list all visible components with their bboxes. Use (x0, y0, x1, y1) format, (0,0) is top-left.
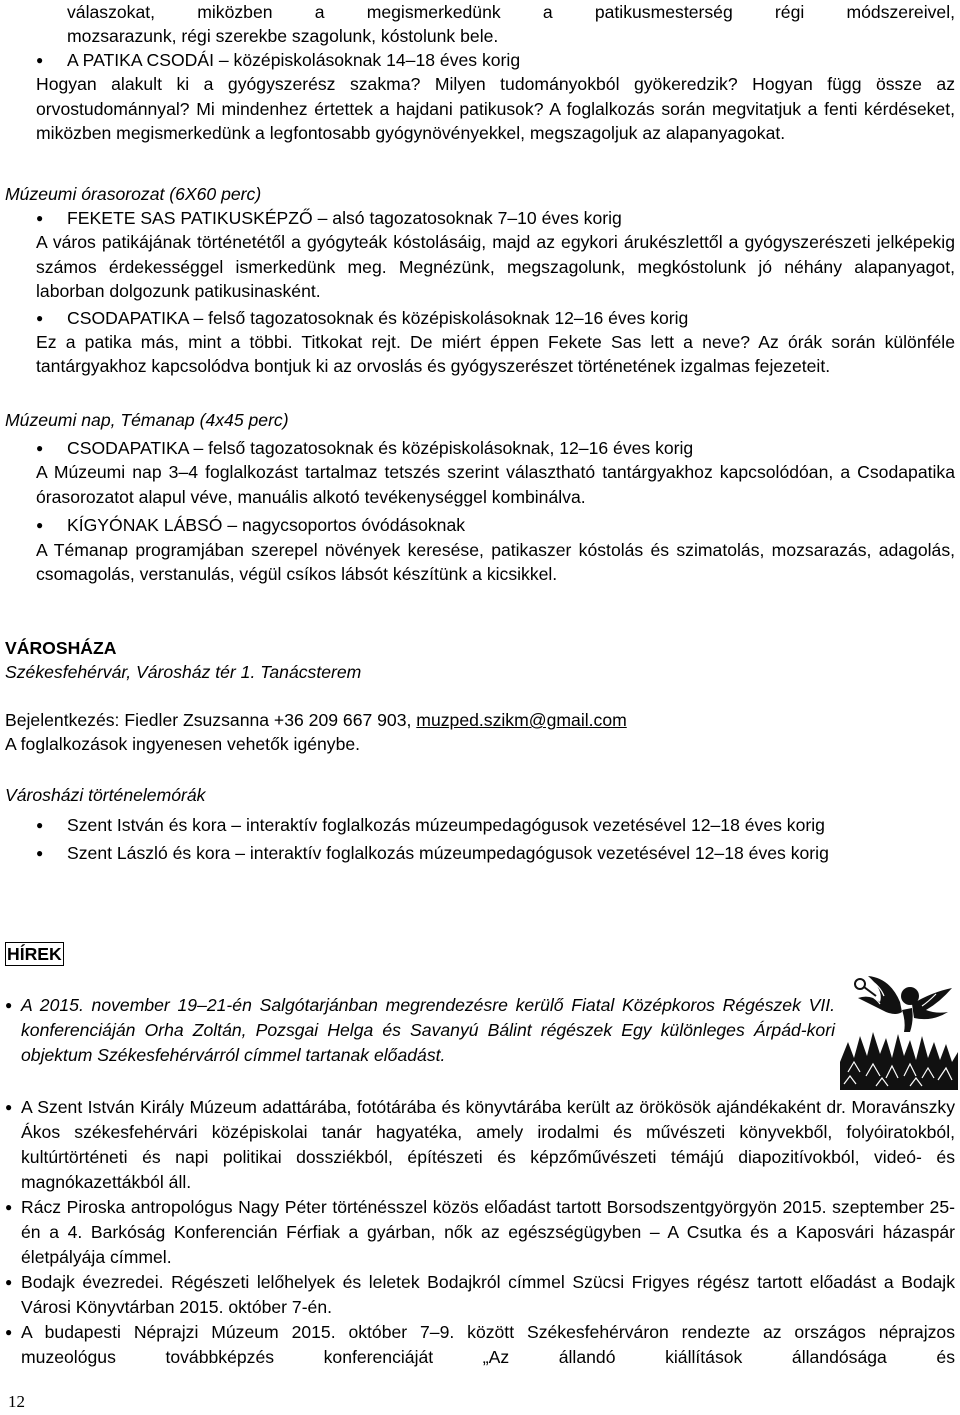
bullet-text: A város patikájának történetétől a gyógyteák kóstolásáig, majd az egykori árukészlettől a gyógyszerészeti jelképekig számos érdekességgel ismerkedünk meg. Megnézünk, megszagolunk, megkóstolunk jó néhány alapanyagot, laborban dolgozunk patikusinasként. (36, 232, 955, 302)
bullet-patika-csodai (5, 48, 955, 146)
section-title: Múzeumi órasorozat (6X60 perc) (5, 184, 262, 204)
news-item-1 (5, 993, 835, 1068)
bullet-title: KÍGYÓNAK LÁBSÓ – nagycsoportos óvódásoknak (67, 515, 466, 536)
section-varoshaza (5, 636, 955, 866)
intro-line-1: válaszokat, miközben a megismerkedünk a patikusmesterség régi módszereivel, (67, 2, 955, 22)
address: Székesfehérvár, Városház tér 1. Tanácsterem (5, 662, 362, 682)
bullet-item: Szent László és kora – interaktív foglalkozás múzeumpedagógusok vezetésével 12–18 éves korig (67, 843, 829, 864)
bullet-title: CSODAPATIKA – felső tagozatosoknak és középiskolásoknak, 12–16 éves korig (67, 438, 694, 458)
bullet-text: Hogyan alakult ki a gyógyszerész szakma? Milyen tudományokból gyökeredzik? Hogyan függ össze az orvostudománnyal? Mi mindenhez értettek a hajdani patikusok? A foglalkozás során megvitatjuk a fenti kérdéseket, miközben megismerkedünk a legfontosabb gyógynövényekkel, megszagoljuk az alapanyagokat. (36, 74, 955, 144)
bullet-icon: ● (36, 211, 44, 225)
section-heading: HÍREK (7, 944, 62, 964)
section-title: Múzeumi nap, Témanap (4x45 perc) (5, 410, 289, 430)
contact-line (5, 708, 955, 732)
news-item-3 (5, 1195, 955, 1270)
section-heading: VÁROSHÁZA (5, 638, 117, 658)
news-text: A 2015. november 19–21-én Salgótarjánban megrendezésre kerülő Fiatal Középkoros Régészek VII. konferenciáján Orha Zoltán, Pozsgai Helga és Savanyú Bálint régészek Egy különleges Árpád-kori objektum Székesfehérvárról címmel tartanak előadást. (21, 995, 835, 1065)
bullet-icon: ● (5, 1100, 13, 1114)
bullet-text: Ez a patika más, mint a többi. Titkokat rejt. De miért éppen Fekete Sas lett a neve? Az órák során különféle tantárgyakhoz kapcsolódva bontjuk ki az orvoslás és gyógyszerészet történetének izgalmas fejezeteit. (36, 332, 955, 377)
free-note: A foglalkozások ingyenesen vehetők igénybe. (5, 734, 361, 754)
news-list (5, 1095, 955, 1370)
bullet-text: A Témanap programjában szerepel növények keresése, patikaszer kóstolás és szimatolás, mozsarazás, adagolás, csomagolás, verstanulás, végül csíkos lábsót készítünk a kicsikkel. (36, 539, 955, 585)
news-item-4 (5, 1270, 955, 1320)
bullet-icon: ● (5, 998, 13, 1012)
subsection-title: Városházi történelemórák (5, 785, 206, 805)
news-text: Rácz Piroska antropológus Nagy Péter történésszel közös előadást tartott Borsodszentgyörgyön 2015. szeptember 25-én a 4. Barkóság Konferencián Férfiak a gyárban, nők az egészségügyben – A Csutka és a Kaposvári házaspár életpályája címmel. (21, 1197, 955, 1267)
bullet-icon: ● (36, 818, 44, 832)
woodcut-illustration (840, 972, 958, 1090)
bullet-item: Szent István és kora – interaktív foglalkozás múzeumpedagógusok vezetésével 12–18 éves korig (67, 815, 825, 835)
bullet-icon: ● (5, 1275, 13, 1289)
bullet-icon: ● (36, 53, 44, 67)
intro-line-2: mozsarazunk, régi szerekbe szagolunk, kóstolunk bele. (67, 26, 499, 46)
section-temanap (5, 408, 955, 586)
news-text: A Szent István Király Múzeum adattárába, fotótárába és könyvtárába került az örökösök ajándékaként dr. Moravánszky Ákos székesfehérvári középiskolai tanár hagyatéka, amely irodalmi és művészeti könyvekből, folyóiratokból, kultúrtörténeti és napi politikai dossziékból, építészeti és képzőművészeti témájú diapozitívokból, videó- és magnókazettákból áll. (21, 1097, 955, 1192)
section-orasorozat (5, 182, 955, 379)
bullet-icon: ● (36, 846, 44, 861)
bullet-text: A Múzeumi nap 3–4 foglalkozást tartalmaz tetszés szerint választható tantárgyakhoz kapcsolódóan, a Csodapatika órasorozatot alapul véve, manuális alkotó tevékenységgel kombinálva. (36, 462, 955, 507)
news-item-5 (5, 1320, 955, 1370)
bullet-icon: ● (36, 441, 44, 455)
news-item-2 (5, 1095, 955, 1195)
section-hirek-heading (5, 942, 64, 966)
bullet-icon: ● (36, 518, 44, 533)
bullet-icon: ● (5, 1200, 13, 1214)
page-number: 12 (8, 1392, 25, 1411)
news-text: A budapesti Néprajzi Múzeum 2015. október 7–9. között Székesfehérváron rendezte az országos néprajzos muzeológus továbbképzés konferenciáját „Az állandó kiállítások állandósága és (21, 1322, 955, 1367)
email-link[interactable]: muzped.szikm@gmail.com (416, 710, 627, 730)
bullet-title: A PATIKA CSODÁI – középiskolásoknak 14–18 éves korig (67, 50, 521, 70)
contact-prefix: Bejelentkezés: Fiedler Zsuzsanna +36 209 667 903, (5, 710, 412, 730)
bullet-title: CSODAPATIKA – felső tagozatosoknak és középiskolásoknak 12–16 éves korig (67, 307, 689, 328)
bullet-icon: ● (5, 1325, 13, 1339)
bullet-icon: ● (36, 310, 44, 325)
news-text: Bodajk évezredei. Régészeti lelőhelyek és leletek Bodajkról címmel Szücsi Frigyes régész tartott előadást a Bodajk Városi Könyvtárban 2015. október 7-én. (21, 1272, 955, 1317)
bullet-title: FEKETE SAS PATIKUSKÉPZŐ – alsó tagozatosoknak 7–10 éves korig (67, 208, 622, 228)
